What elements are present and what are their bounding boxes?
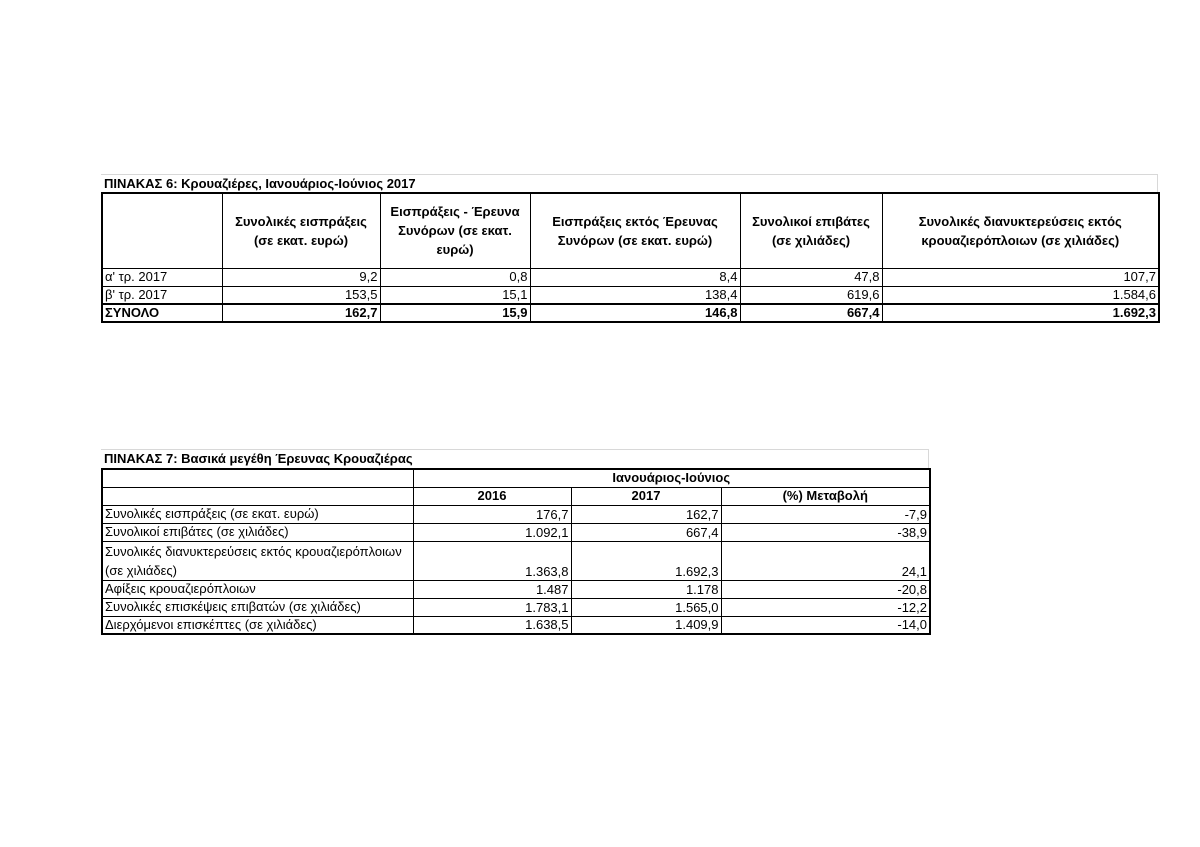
table-cell: 176,7 bbox=[413, 505, 571, 523]
table-cell: 1.092,1 bbox=[413, 523, 571, 541]
table-cell: 162,7 bbox=[571, 505, 721, 523]
table-cell: 24,1 bbox=[721, 541, 930, 580]
table-cell: 8,4 bbox=[530, 268, 740, 286]
table7-header-2016: 2016 bbox=[413, 487, 571, 505]
table7-year-row bbox=[102, 487, 930, 505]
table-row bbox=[102, 616, 930, 634]
table6-total-row bbox=[102, 304, 1159, 322]
row-label: α' τρ. 2017 bbox=[102, 268, 222, 286]
table6-header-border-survey-receipts: Εισπράξεις - Έρευνα Συνόρων (σε εκατ. ευρώ) bbox=[380, 193, 530, 268]
table-cell: 47,8 bbox=[740, 268, 882, 286]
table-cell: 1.565,0 bbox=[571, 598, 721, 616]
row-label: ΣΥΝΟΛΟ bbox=[102, 304, 222, 322]
table-cell: 15,1 bbox=[380, 286, 530, 304]
table7-header-blank bbox=[102, 487, 413, 505]
table-cell: 619,6 bbox=[740, 286, 882, 304]
table-cell: 1.178 bbox=[571, 580, 721, 598]
row-label: Αφίξεις κρουαζιερόπλοιων bbox=[102, 580, 413, 598]
table-cell: -7,9 bbox=[721, 505, 930, 523]
table7-header-change: (%) Μεταβολή bbox=[721, 487, 930, 505]
row-label: β' τρ. 2017 bbox=[102, 286, 222, 304]
table-cell: 0,8 bbox=[380, 268, 530, 286]
table-cell: 15,9 bbox=[380, 304, 530, 322]
table6-header-overnight-stays: Συνολικές διανυκτερεύσεις εκτός κρουαζιερόπλοιων (σε χιλιάδες) bbox=[882, 193, 1159, 268]
table-cell: 138,4 bbox=[530, 286, 740, 304]
table7 bbox=[101, 468, 931, 635]
table-cell: 1.363,8 bbox=[413, 541, 571, 580]
table6-header-row bbox=[102, 193, 1159, 268]
table-cell: 1.409,9 bbox=[571, 616, 721, 634]
table-cell: 146,8 bbox=[530, 304, 740, 322]
table-row bbox=[102, 268, 1159, 286]
row-label: Συνολικοί επιβάτες (σε χιλιάδες) bbox=[102, 523, 413, 541]
row-label: Συνολικές εισπράξεις (σε εκατ. ευρώ) bbox=[102, 505, 413, 523]
table6-header-non-survey-receipts: Εισπράξεις εκτός Έρευνας Συνόρων (σε εκατ. ευρώ) bbox=[530, 193, 740, 268]
table7-title: ΠΙΝΑΚΑΣ 7: Βασικά μεγέθη Έρευνας Κρουαζιέρας bbox=[101, 449, 929, 468]
table-row bbox=[102, 580, 930, 598]
table-row bbox=[102, 523, 930, 541]
table-cell: 1.692,3 bbox=[571, 541, 721, 580]
row-label: Συνολικές διανυκτερεύσεις εκτός κρουαζιερόπλοιων (σε χιλιάδες) bbox=[102, 541, 413, 580]
table-cell: 1.783,1 bbox=[413, 598, 571, 616]
table-cell: 667,4 bbox=[571, 523, 721, 541]
table7-header-blank bbox=[102, 469, 413, 487]
row-label: Διερχόμενοι επισκέπτες (σε χιλιάδες) bbox=[102, 616, 413, 634]
table-cell: 153,5 bbox=[222, 286, 380, 304]
table-cell: 1.584,6 bbox=[882, 286, 1159, 304]
row-label: Συνολικές επισκέψεις επιβατών (σε χιλιάδες) bbox=[102, 598, 413, 616]
table-cell: 667,4 bbox=[740, 304, 882, 322]
table-cell: -12,2 bbox=[721, 598, 930, 616]
table-row bbox=[102, 541, 930, 580]
table-cell: 1.692,3 bbox=[882, 304, 1159, 322]
table6-title: ΠΙΝΑΚΑΣ 6: Κρουαζιέρες, Ιανουάριος-Ιούνιος 2017 bbox=[101, 174, 1158, 193]
table6-header-total-receipts: Συνολικές εισπράξεις (σε εκατ. ευρώ) bbox=[222, 193, 380, 268]
table6-header-total-passengers: Συνολικοί επιβάτες (σε χιλιάδες) bbox=[740, 193, 882, 268]
table-cell: 162,7 bbox=[222, 304, 380, 322]
table-cell: 1.638,5 bbox=[413, 616, 571, 634]
table6-header-blank bbox=[102, 193, 222, 268]
table-cell: 9,2 bbox=[222, 268, 380, 286]
table-cell: -20,8 bbox=[721, 580, 930, 598]
table-cell: -38,9 bbox=[721, 523, 930, 541]
table6 bbox=[101, 192, 1160, 323]
table-row bbox=[102, 286, 1159, 304]
table7-period-row bbox=[102, 469, 930, 487]
table7-header-2017: 2017 bbox=[571, 487, 721, 505]
table7-period-header: Ιανουάριος-Ιούνιος bbox=[413, 469, 930, 487]
table-row bbox=[102, 505, 930, 523]
table-row bbox=[102, 598, 930, 616]
table-cell: 107,7 bbox=[882, 268, 1159, 286]
table-cell: 1.487 bbox=[413, 580, 571, 598]
table-cell: -14,0 bbox=[721, 616, 930, 634]
